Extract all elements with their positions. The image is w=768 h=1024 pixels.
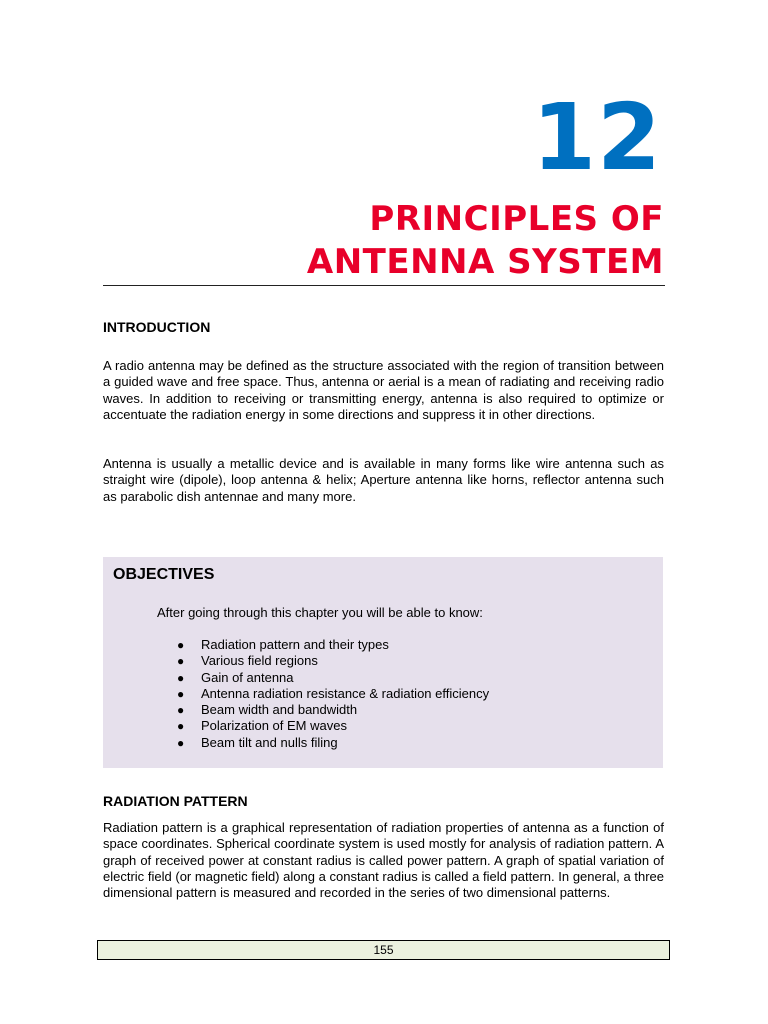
bullet-icon: ● [177,638,185,652]
bullet-icon: ● [177,719,185,734]
bullet-icon: ● [177,686,185,701]
objective-item [103,686,489,702]
objective-item [103,653,489,669]
objective-item-text: Radiation pattern and their types [201,637,389,652]
objective-item-text: Polarization of EM waves [201,718,347,734]
objective-item-text: Various field regions [201,653,318,669]
objectives-list [103,637,489,751]
objective-item [103,670,489,686]
bullet-icon: ● [177,654,185,669]
objectives-box [103,557,663,768]
chapter-title-line-1: PRINCIPLES OF [369,199,664,239]
introduction-paragraph-1: A radio antenna may be defined as the structure associated with the region of transition between a guided wave and free space. Thus, antenna or aerial is a mean of radiating and receiving radio waves. In addition to receiving or transmitting energy, antenna is also required to optimize or accentuate the radiation energy in some directions and suppress it in other directions. [103,358,664,422]
objective-item-text: Gain of antenna [201,669,294,685]
objectives-heading: OBJECTIVES [113,566,215,583]
objectives-intro: After going through this chapter you will be able to know: [157,605,483,620]
objective-item [103,637,489,653]
objective-item-text: Beam tilt and nulls filing [201,734,338,750]
chapter-number: 12 [531,84,662,191]
bullet-icon: ● [177,735,185,750]
objective-item [103,718,489,734]
chapter-title [307,198,664,284]
radiation-pattern-heading: RADIATION PATTERN [103,793,248,809]
objective-item [103,702,489,718]
page-number: 155 [373,943,394,957]
title-divider [103,285,665,286]
objective-item-text: Beam width and bandwidth [201,702,358,718]
page-number-footer [97,940,670,960]
introduction-heading: INTRODUCTION [103,319,211,335]
objective-item-text: Antenna radiation resistance & radiation efficiency [201,685,490,701]
bullet-icon: ● [177,703,185,718]
introduction-paragraph-2: Antenna is usually a metallic device and is available in many forms like wire antenna such as straight wire (dipole), loop antenna & helix; Aperture antenna like horns, reflector antenna such as parabolic dish antennae and many more. [103,456,664,504]
objective-item [103,735,489,751]
chapter-title-line-2: ANTENNA SYSTEM [306,242,664,282]
bullet-icon: ● [177,670,185,685]
radiation-pattern-paragraph: Radiation pattern is a graphical representation of radiation properties of antenna as a function of space coordinates. Spherical coordinate system is used mostly for analysis of radiation pattern. A graph of received power at constant radius is called power pattern. A graph of spatial variation of electric field (or magnetic field) along a constant radius is called a field pattern. In general, a three dimensional pattern is measured and recorded in the series of two dimensional patterns. [103,820,664,901]
